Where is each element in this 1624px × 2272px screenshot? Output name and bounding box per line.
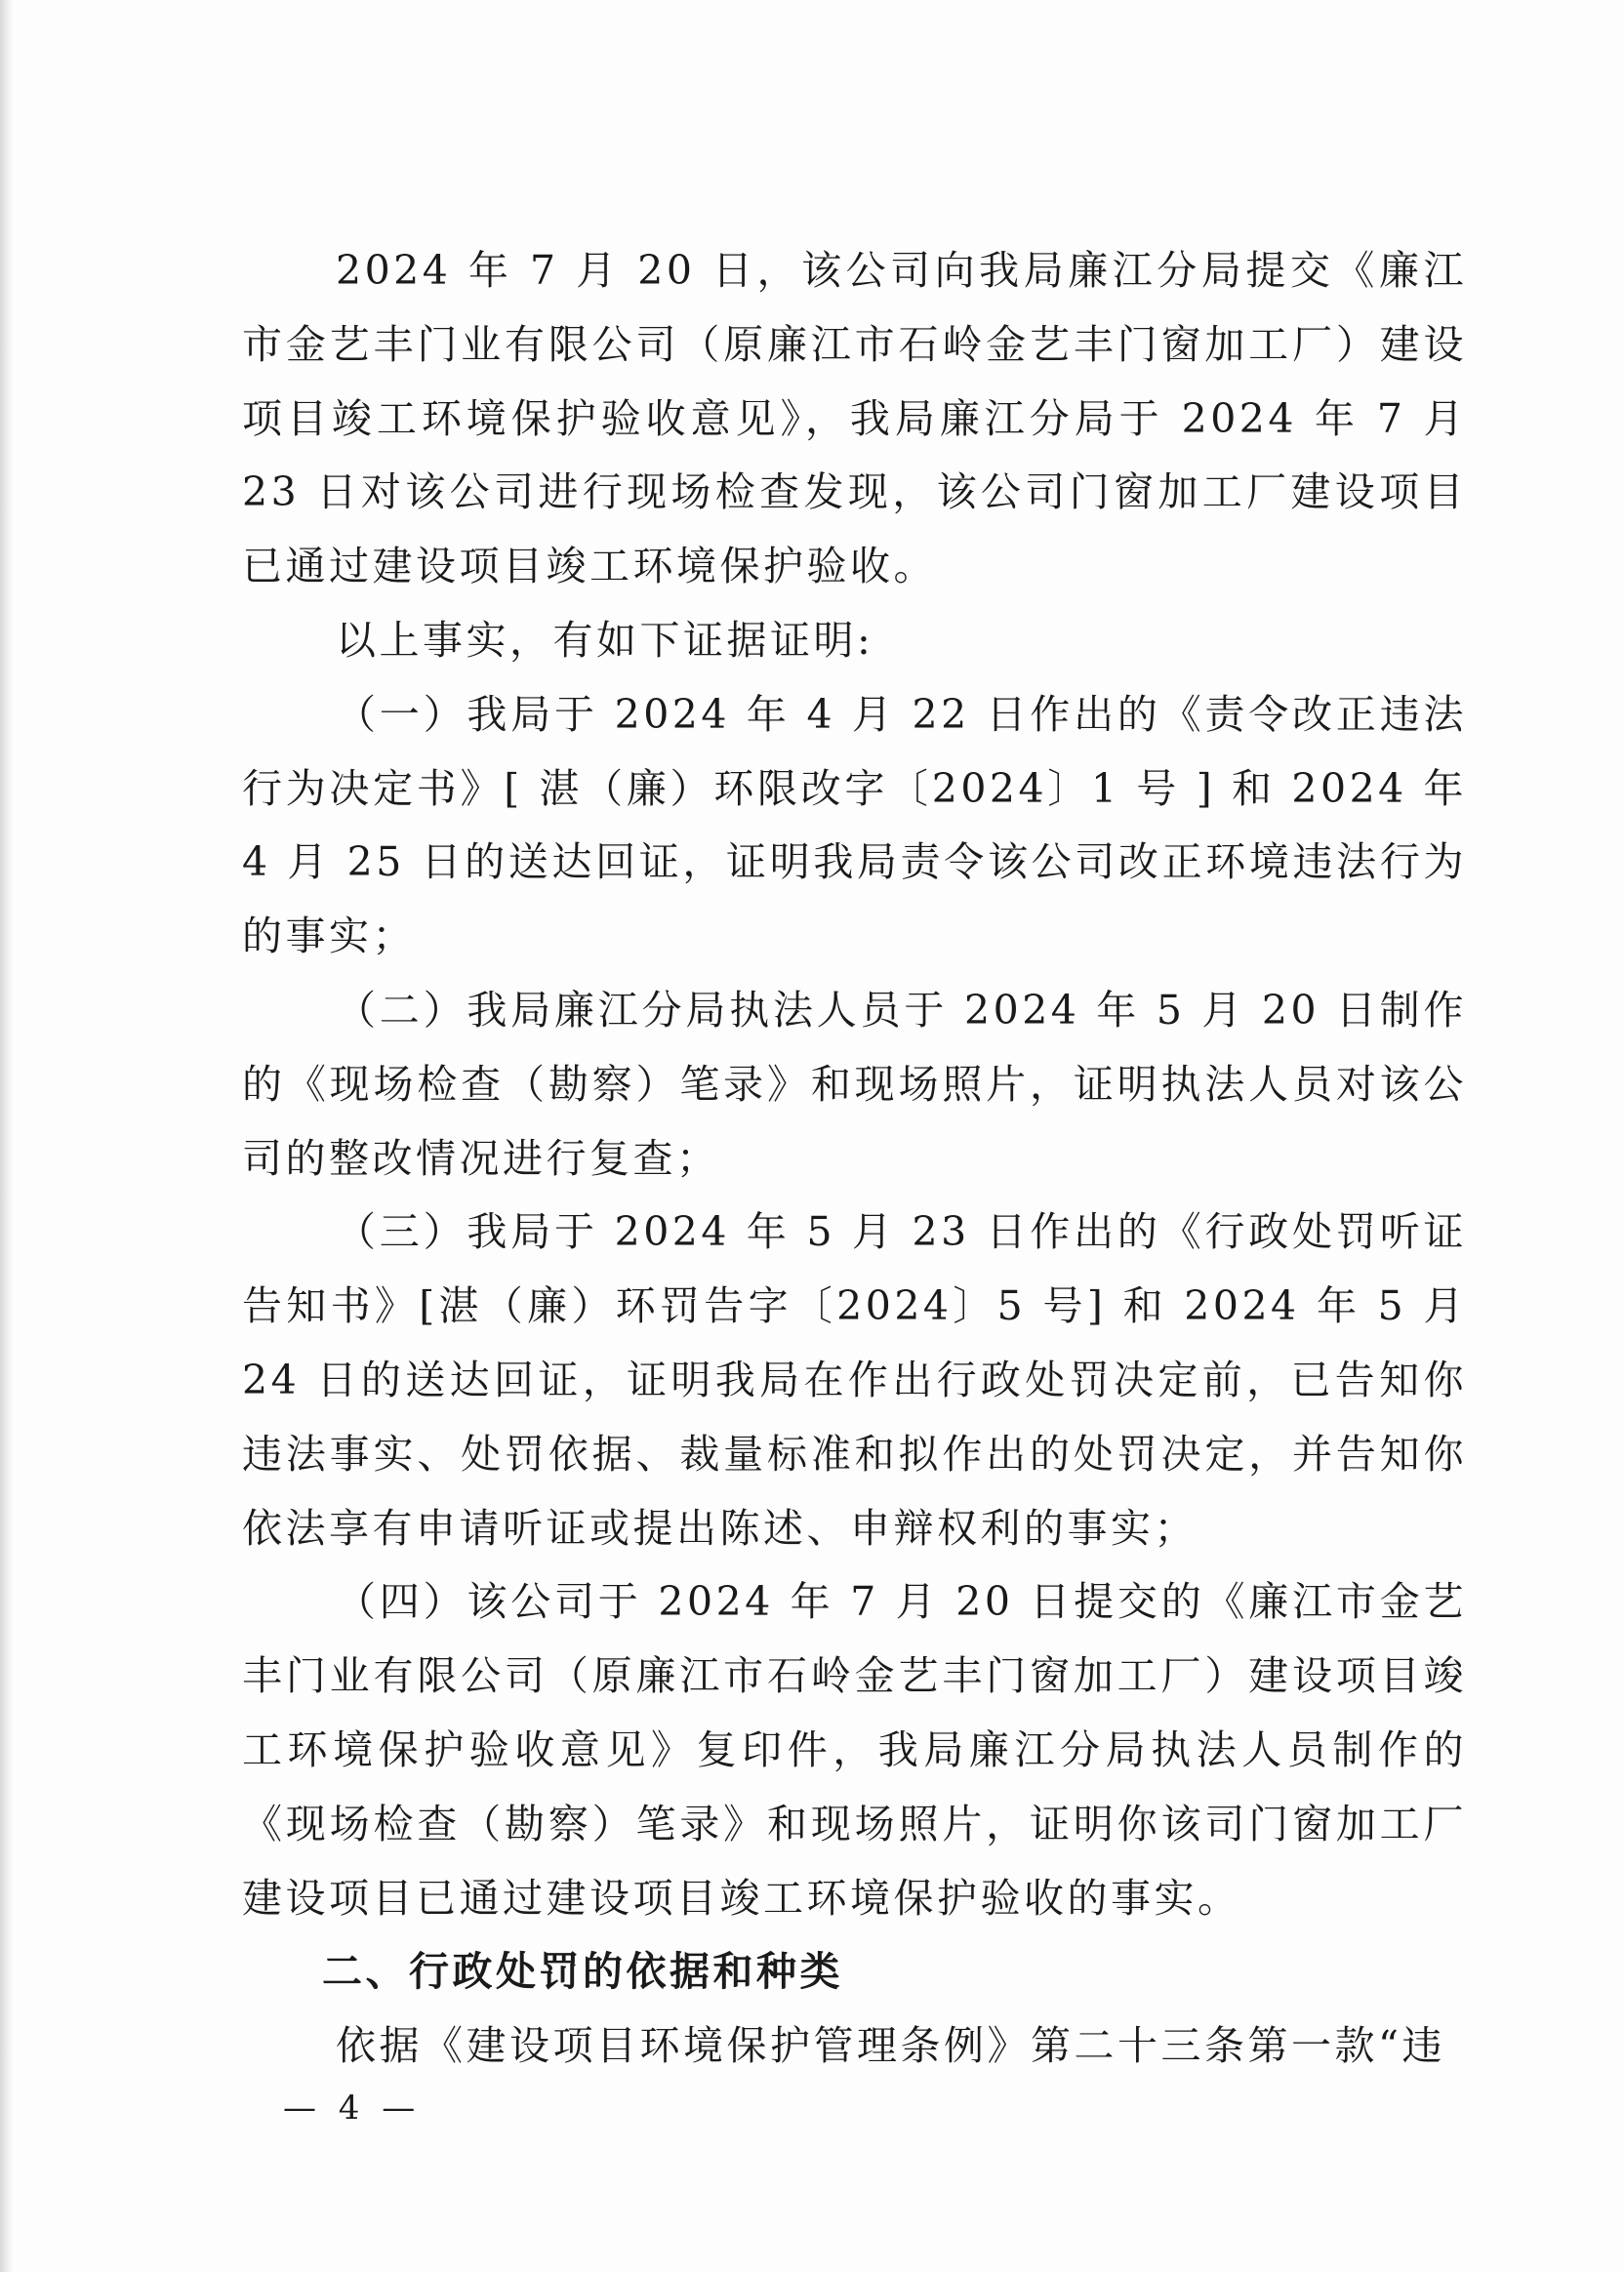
document-body (242, 234, 1467, 2084)
paragraph-evidence-3: （三）我局于 2024 年 5 月 23 日作出的《行政处罚听证告知书》[湛（廉）环罚告字〔2024〕5 号] 和 2024 年 5 月 24 日的送达回证，证明我局在作出行政处罚决定前，已告知你违法事实、处罚依据、裁量标准和拟作出的处罚决定，并告知你依法享有申请听证或提出陈述、申辩权利的事实； (242, 1208, 1467, 1552)
paragraph-acceptance-submission: 2024 年 7 月 20 日，该公司向我局廉江分局提交《廉江市金艺丰门业有限公司（原廉江市石岭金艺丰门窗加工厂）建设项目竣工环境保护验收意见》，我局廉江分局于 2024 年 7 月 23 日对该公司进行现场检查发现，该公司门窗加工厂建设项目已通过建设项目竣工环境保护验收。 (242, 247, 1467, 590)
scan-edge (0, 0, 14, 2272)
paragraph-evidence-2: （二）我局廉江分局执法人员于 2024 年 5 月 20 日制作的《现场检查（勘察）笔录》和现场照片，证明执法人员对该公司的整改情况进行复查； (242, 986, 1467, 1182)
paragraph-evidence-intro: 以上事实，有如下证据证明: (336, 616, 874, 664)
paragraph-evidence-4: （四）该公司于 2024 年 7 月 20 日提交的《廉江市金艺丰门业有限公司（原廉江市石岭金艺丰门窗加工厂）建设项目竣工环境保护验收意见》复印件，我局廉江分局执法人员制作的《现场检查（勘察）笔录》和现场照片，证明你该司门窗加工厂建设项目已通过建设项目竣工环境保护验收的事实。 (242, 1578, 1467, 1922)
page-number: — 4 — (283, 2089, 422, 2128)
section-heading: 二、行政处罚的依据和种类 (322, 1948, 843, 1996)
paragraph-legal-basis: 依据《建设项目环境保护管理条例》第二十三条第一款“违 (336, 2022, 1445, 2070)
paragraph-evidence-1: （一）我局于 2024 年 4 月 22 日作出的《责令改正违法行为决定书》[ 湛（廉）环限改字〔2024〕1 号 ] 和 2024 年 4 月 25 日的送达回证，证明我局责令该公司改正环境违法行为的事实； (242, 690, 1467, 960)
